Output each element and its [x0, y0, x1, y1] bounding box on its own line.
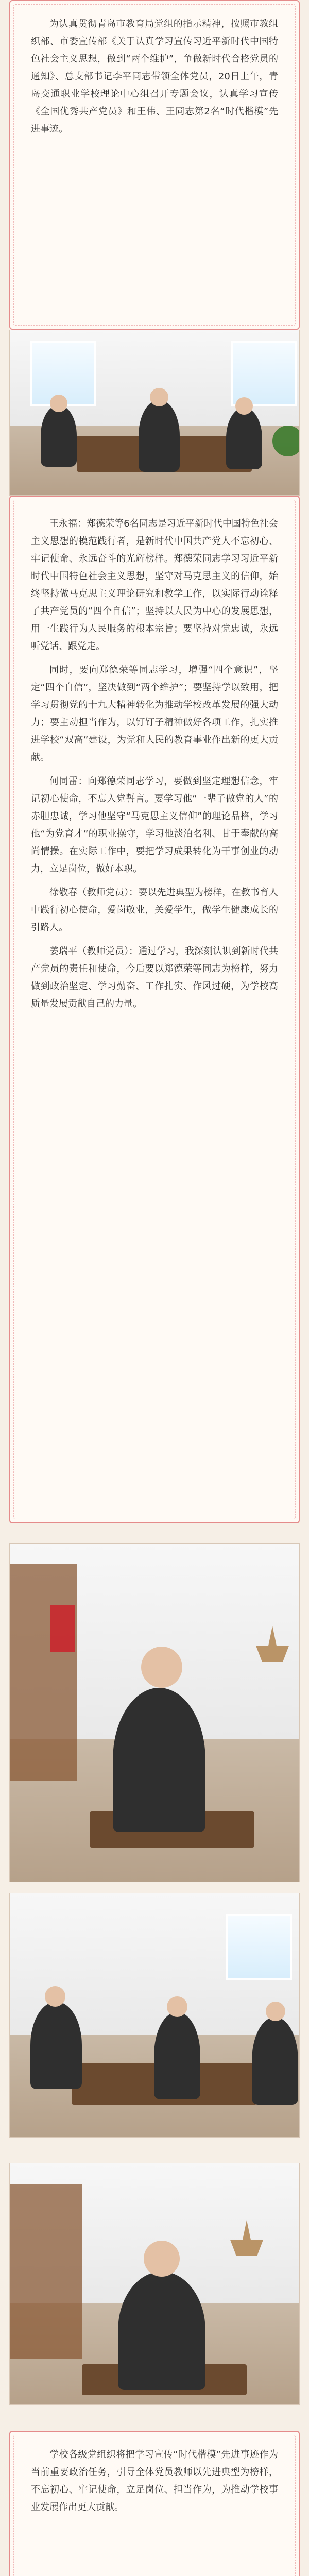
meeting-photo-1: [9, 330, 300, 496]
article-paragraph-1: 王永福：郑德荣等6名同志是习近平新时代中国特色社会主义思想的模范践行者，是新时代中国共产党人不忘初心、牢记使命、永远奋斗的光辉榜样。郑德荣同志学习习近平新时代中国特色社会主义思想，坚守对马克思主义的信仰，始终坚持做马克思主义理论研究和教学工作，以实际行动诠释了共产党员的“四个自信”；坚持以人民为中心的发展思想，用一生践行为人民服务的根本宗旨；要坚持对党忠诚，永远听党话、跟党走。: [31, 518, 278, 652]
photo-person: [118, 2272, 205, 2390]
intro-card: [9, 0, 300, 330]
portrait-photo: [9, 1543, 300, 1882]
photo-person: [41, 405, 77, 467]
photo-face: [144, 2241, 180, 2277]
article-paragraph-2: 同时，要向郑德荣等同志学习，增强“四个意识”，坚定“四个自信”，坚决做到“两个维护”；要坚持学以致用，把学习贯彻党的十九大精神转化为推动学校改革发展的强大动力；要主动担当作为，以钉钉子精神做好各项工作，扎实推进学校“双高”建设，为党和人民的教育事业作出新的更大贡献。: [31, 665, 278, 763]
photo-face: [167, 1996, 187, 2017]
photo-face: [50, 395, 67, 412]
photo-person: [154, 2012, 200, 2099]
photo-shelf: [10, 2184, 82, 2359]
closing-paragraph: 学校各级党组织将把学习宣传“时代楷模”先进事迹作为当前重要政治任务，引导全体党员教师以先进典型为榜样，不忘初心、牢记使命，立足岗位、担当作为，为推动学校事业发展作出更大贡献。: [31, 2449, 278, 2513]
intro-paragraph: 为认真贯彻青岛市教育局党组的指示精神，按照市教组织部、市委宣传部《关于认真学习宣传习近平新时代中国特色社会主义思想，做到“两个维护”，争做新时代合格党员的通知》、总支部书记李平同志带领全体党员，20日上午，青岛交通职业学校理论中心组召开专题会议，认真学习宣传《全国优秀共产党员》和王伟、王同志第2名“时代楷模”先进事迹。: [31, 19, 278, 134]
photo-person: [30, 2002, 82, 2089]
photo-person: [252, 2017, 298, 2105]
photo-window: [231, 341, 297, 406]
photo-person: [226, 408, 262, 469]
closing-card: [9, 2431, 300, 2576]
article-paragraph-3: 何同雷：向郑德荣同志学习，要做到坚定理想信念，牢记初心使命，不忘入党誓言。要学习他“一辈子做党的人”的赤胆忠诚，学习他坚守“马克思主义信仰”的理论品格，学习他“为党育才”的职业操守，学习他淡泊名利、甘于奉献的高尚情操。在实际工作中，要把学习成果转化为干事创业的动力，立足岗位，做好本职。: [31, 776, 278, 874]
portrait-photo-2: [9, 2163, 300, 2405]
photo-face: [235, 397, 253, 415]
photo-face: [141, 1647, 182, 1688]
photo-person: [139, 400, 180, 472]
meeting-photo-2: [9, 1893, 300, 2138]
photo-flag: [50, 1605, 75, 1652]
article-paragraph-4: 徐敬春（教师党员）：要以先进典型为榜样，在教书育人中践行初心使命，爱岗敬业，关爱学生，做学生健康成长的引路人。: [31, 887, 278, 933]
article-paragraph-5: 姜瑞平（教师党员）：通过学习，我深刻认识到新时代共产党员的责任和使命，今后要以郑德荣等同志为榜样，努力做到政治坚定、学习勤奋、工作扎实、作风过硬，为学校高质量发展贡献自己的力量。: [31, 946, 278, 1009]
photo-person: [113, 1688, 205, 1832]
photo-shelf: [10, 1564, 77, 1781]
photo-face: [266, 2002, 285, 2021]
photo-face: [150, 388, 168, 406]
article-card: [9, 496, 300, 1523]
photo-window: [226, 1914, 292, 1980]
photo-face: [45, 1986, 65, 2007]
photo-plant: [272, 426, 300, 456]
